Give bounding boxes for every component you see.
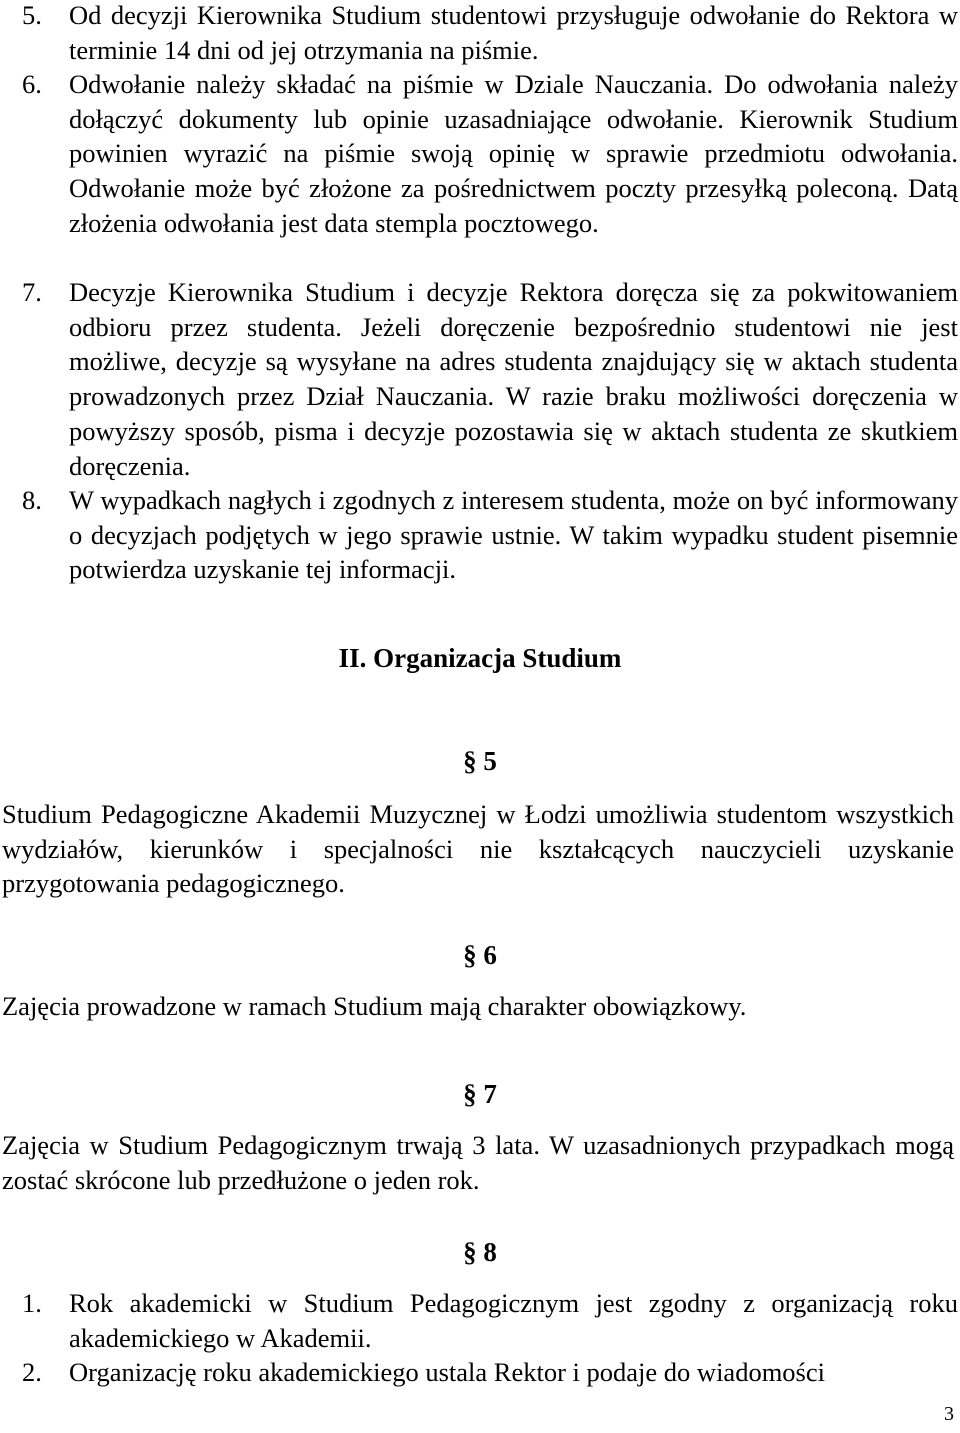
list-item-text: Od decyzji Kierownika Studium studentowi przysługuje odwołanie do Rektora w terminie 14 dni od jej otrzymania na piśmie. — [69, 0, 958, 65]
paragraph-text: Zajęcia w Studium Pedagogicznym trwają 3 lata. W uzasadnionych przypadkach mogą zostać skrócone lub przedłużone o jeden rok. — [2, 1130, 954, 1195]
list-item-text: Decyzje Kierownika Studium i decyzje Rektora doręcza się za pokwitowaniem odbioru przez studenta. Jeżeli doręczenie bezpośrednio studentowi nie jest możliwe, decyzje są wysyłane na adres studenta znajdujący się w aktach studenta prowadzonych przez Dział Nauczania. W razie braku możliwości doręczenia w powyższy sposób, pisma i decyzje pozostawia się w aktach studenta ze skutkiem doręczenia. — [69, 277, 958, 481]
list-item-text: Organizację roku akademickiego ustala Rektor i podaje do wiadomości — [69, 1357, 825, 1387]
list-item-text: Odwołanie należy składać na piśmie w Dziale Nauczania. Do odwołania należy dołączyć dokumenty lub opinie uzasadniające odwołanie. Kierownik Studium powinien wyrazić na piśmie swoją opinię w sprawie przedmiotu odwołania. Odwołanie może być złożone za pośrednictwem poczty przesyłką poleconą. Datą złożenia odwołania jest data stempla pocztowego. — [69, 69, 958, 238]
list-item-text: W wypadkach nagłych i zgodnych z interesem studenta, może on być informowany o decyzjach podjętych w jego sprawie ustnie. W takim wypadku student pisemnie potwierdza uzyskanie tej informacji. — [69, 485, 958, 585]
paragraph-sign: § 7 — [463, 1079, 497, 1109]
paragraph-sign: § 6 — [463, 940, 497, 970]
page-number: 3 — [944, 1403, 954, 1425]
paragraph-sign: § 5 — [463, 746, 497, 776]
list-item — [0, 483, 958, 593]
list-item-text: Rok akademicki w Studium Pedagogicznym jest zgodny z organizacją roku akademickiego w Akademii. — [69, 1288, 958, 1353]
paragraph-text: Zajęcia prowadzone w ramach Studium mają charakter obowiązkowy. — [2, 991, 747, 1021]
list-item-number: 2. — [22, 1357, 42, 1387]
list-item — [0, 275, 958, 485]
list-item-number: 7. — [22, 277, 42, 307]
list-item-number: 6. — [22, 69, 42, 99]
paragraph-sign: § 8 — [463, 1237, 497, 1267]
paragraph-text: Studium Pedagogiczne Akademii Muzycznej w Łodzi umożliwia studentom wszystkich wydziałów, kierunków i specjalności nie kształcących nauczycieli uzyskanie przygotowania pedagogicznego. — [2, 799, 954, 899]
list-item-number: 1. — [22, 1288, 42, 1318]
list-item-number: 5. — [22, 0, 42, 30]
section-heading: II. Organizacja Studium — [338, 643, 622, 673]
list-item-number: 8. — [22, 485, 42, 515]
list-item — [0, 1355, 958, 1391]
list-item — [0, 0, 958, 68]
list-item — [0, 67, 958, 277]
list-item — [0, 1286, 958, 1356]
